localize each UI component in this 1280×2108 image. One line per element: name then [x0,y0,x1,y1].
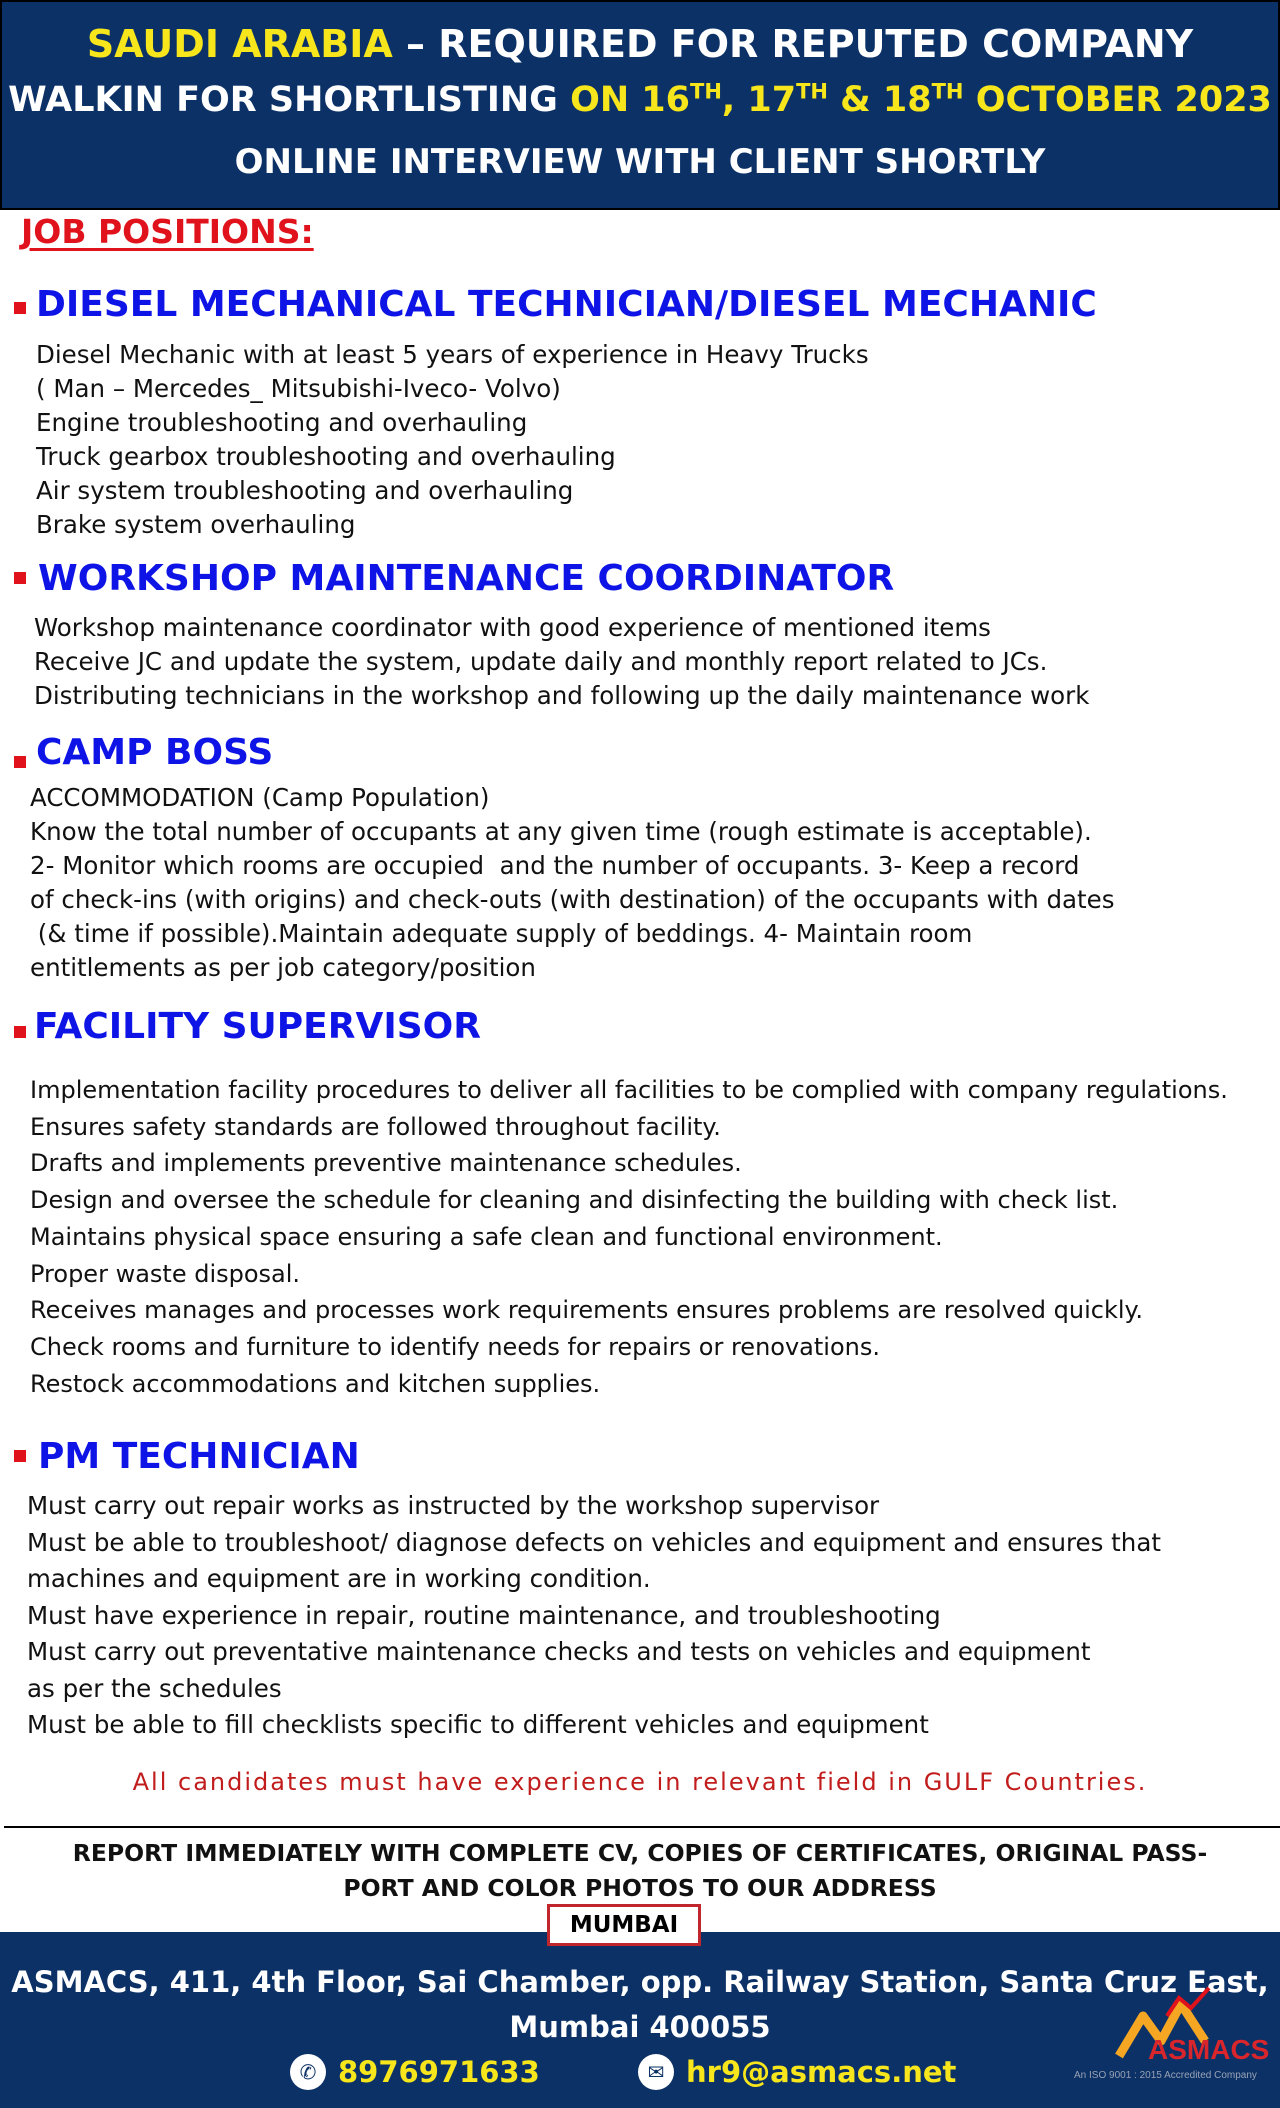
phone-contact[interactable] [290,2052,540,2092]
header-line-3: ONLINE INTERVIEW WITH CLIENT SHORTLY [234,142,1046,182]
section-title-camp-boss: CAMP BOSS [36,732,274,773]
asmacs-logo [1068,1986,1278,2104]
logo-tagline: An ISO 9001 : 2015 Accredited Company [1074,2070,1257,2081]
city-badge: MUMBAI [547,1904,701,1946]
section-body-workshop-coordinator: Workshop maintenance coordinator with good experience of mentioned items Receive JC and update the system, update daily and monthly report related to JCs. Distributing technicians in the workshop and following up the daily maintenance work [34,613,1090,710]
footer-contact-bar [0,1932,1280,2108]
bullet-icon [14,302,26,314]
section-body-camp-boss: ACCOMMODATION (Camp Population) Know the total number of occupants at any given time (rough estimate is acceptable). 2- Monitor which rooms are occupied and the number of occupants. 3- Keep a record of check-ins (with origins) and check-outs (with destination) of the occupants with dates (& time if possible).Maintain adequate supply of beddings. 4- Maintain room entitlements as per job category/position [30,783,1115,982]
section-body-diesel-mechanic: Diesel Mechanic with at least 5 years of experience in Heavy Trucks ( Man – Mercedes_ Mitsubishi-Iveco- Volvo) Engine troubleshooting and overhauling Truck gearbox troubleshooting and overhauling Air system troubleshooting and overhauling Brake system overhauling [36,340,869,539]
section-body-facility-supervisor: Implementation facility procedures to deliver all facilities to be complied with company regulations. Ensures safety standards are followed throughout facility. Drafts and implements preventive maintenance schedules. Design and oversee the schedule for cleaning and disinfecting the building with check list. Maintains physical space ensuring a safe clean and functional environment. Proper waste disposal. Receives manages and processes work requirements ensures problems are resolved quickly. Check rooms and furniture to identify needs for repairs or renovations. Restock accommodations and kitchen supplies. [30,1076,1228,1398]
section-title-workshop-coordinator: WORKSHOP MAINTENANCE COORDINATOR [38,558,895,599]
office-address: ASMACS, 411, 4th Floor, Sai Chamber, opp. Railway Station, Santa Cruz East, Mumbai 400055 [11,1965,1269,2044]
bullet-icon [14,756,26,768]
report-instructions: REPORT IMMEDIATELY WITH COMPLETE CV, COPIES OF CERTIFICATES, ORIGINAL PASS- PORT AND COLOR PHOTOS TO OUR ADDRESS [72,1839,1208,1902]
section-body-pm-technician: Must carry out repair works as instructed by the workshop supervisor Must be able to troubleshoot/ diagnose defects on vehicles and equipment and ensures that machines and equipment are in working condition. Must have experience in repair, routine maintenance, and troubleshooting Must carry out preventative maintenance checks and tests on vehicles and equipment as per the schedules Must be able to fill checklists specific to different vehicles and equipment [27,1491,1161,1739]
header-banner [0,0,1280,210]
header-line-1: SAUDI ARABIA – REQUIRED FOR REPUTED COMPANY [86,22,1194,66]
phone-number[interactable]: 8976971633 [338,2055,540,2089]
country-highlight: SAUDI ARABIA [86,22,393,66]
bullet-icon [14,1450,26,1462]
mail-icon: ✉ [638,2054,674,2090]
email-address[interactable]: hr9@asmacs.net [686,2055,957,2089]
job-positions-title: JOB POSITIONS: [21,212,314,251]
gulf-experience-note: All candidates must have experience in relevant field in GULF Countries. [132,1768,1148,1796]
email-contact[interactable] [638,2052,956,2092]
bullet-icon [14,1026,26,1038]
logo-wordmark: ASMACS [1148,2034,1270,2065]
divider [4,1826,1280,1828]
walkin-dates: ON 16TH, 17TH & 18TH OCTOBER 2023 [570,79,1272,120]
bullet-icon [14,572,26,584]
section-title-facility-supervisor: FACILITY SUPERVISOR [34,1006,481,1047]
header-line-2: WALKIN FOR SHORTLISTING ON 16TH, 17TH & 18TH OCTOBER 2023 [8,79,1272,120]
whatsapp-icon: ✆ [290,2054,326,2090]
section-title-diesel-mechanic: DIESEL MECHANICAL TECHNICIAN/DIESEL MECHANIC [36,284,1097,325]
section-title-pm-technician: PM TECHNICIAN [38,1436,360,1477]
